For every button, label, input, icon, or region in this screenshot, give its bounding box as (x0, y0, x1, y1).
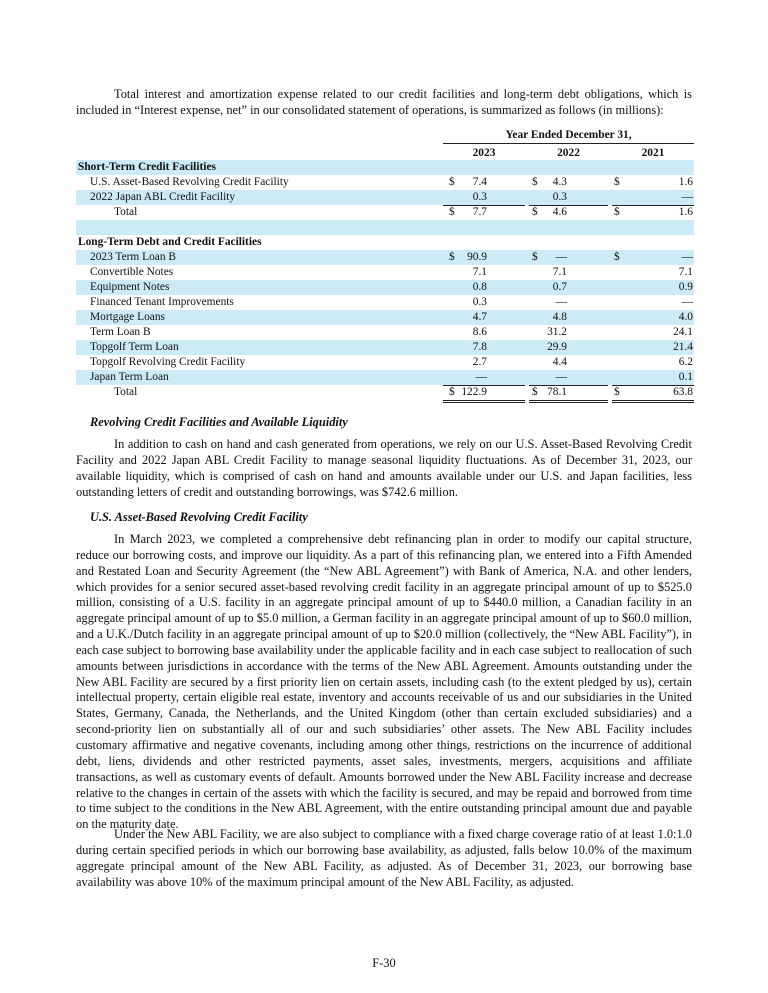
cell-2023 (443, 295, 525, 310)
cell-value: 4.6 (552, 206, 567, 218)
currency-symbol: $ (449, 176, 455, 188)
cell-value: — (555, 296, 567, 308)
cell-2023 (443, 385, 525, 403)
cell-value: 7.4 (472, 176, 487, 188)
year-header-2023: 2023 (443, 146, 525, 161)
cell-2022 (529, 370, 608, 386)
currency-symbol: $ (614, 176, 620, 188)
section-header-long-term (76, 235, 694, 250)
cell-value: 4.8 (552, 311, 567, 323)
cell-2023 (443, 370, 525, 386)
cell-value: 4.0 (678, 311, 693, 323)
currency-symbol: $ (614, 386, 620, 398)
cell-2022 (529, 175, 608, 190)
table-row (76, 250, 694, 265)
cell-value: 8.6 (472, 326, 487, 338)
cell-value: 78.1 (547, 386, 567, 398)
cell-value: 7.1 (678, 266, 693, 278)
cell-value: 0.9 (678, 281, 693, 293)
us-abl-paragraph: In March 2023, we completed a comprehensive debt refinancing plan in order to modify our capital structure, reduce our borrowing costs, and improve our liquidity. As a part of this refinancing plan, we entered into a Fifth Amended and Restated Loan and Security Agreement (the “New ABL Agreement”) with Bank of America, N.A. and other lenders, which provides for a senior secured asset-based revolving credit facility in an aggregate principal amount of up to $525.0 million, consisting of a U.S. facility in an aggregate principal amount of up to $440.0 million, a Canadian facility in an aggregate principal amount of up to $5.0 million, a German facility in an aggregate principal amount of up to $60.0 million, and a U.K./Dutch facility in an aggregate principal amount of up to $20.0 million (collectively, the “New ABL Facility”), in each case subject to borrowing base availability under the applicable facility and in each case subject to reallocation of such amounts between jurisdictions in accordance with the terms of the New ABL Agreement. Amounts outstanding under the New ABL Facility are secured by a first priority lien on certain assets, including cash (to the extent pledged by us), certain intellectual property, certain eligible real estate, inventory and accounts receivable of us and our subsidiaries in the United States, Germany, Canada, the Netherlands, and the United Kingdom (other than certain excluded subsidiaries) and a second-priority lien on substantially all of our and such subsidiaries’ other assets. The New ABL Facility includes customary affirmative and negative covenants, including among other things, restrictions on the incurrence of additional debt, liens, dividends and other restricted payments, asset sales, investments, mergers, acquisitions and affiliate transactions, as well as customary events of default. Amounts borrowed under the New ABL Facility increase and decrease relative to the changes in certain of the assets with which the facility is secured, and may be repaid and borrowed from time to time subject to the conditions in the New ABL Agreement, with the entire outstanding principal amount due and payable on the maturity date. (76, 532, 692, 832)
cell-value: 21.4 (673, 341, 693, 353)
year-ended-header: Year Ended December 31, (443, 128, 694, 144)
row-label: Total (114, 386, 138, 398)
row-label: Equipment Notes (90, 281, 170, 293)
cell-value: 122.9 (461, 386, 487, 398)
currency-symbol: $ (532, 251, 538, 263)
cell-2021 (612, 265, 694, 280)
spacer-row (76, 220, 694, 235)
cell-value: — (555, 371, 567, 383)
table-row (76, 355, 694, 370)
cell-2021 (612, 370, 694, 386)
cell-value: 4.7 (472, 311, 487, 323)
cell-2022 (529, 385, 608, 403)
cell-2022 (529, 280, 608, 295)
table-row (76, 295, 694, 310)
row-label: Total (114, 206, 138, 218)
row-label: Short-Term Credit Facilities (78, 161, 216, 173)
cell-value: 7.7 (472, 206, 487, 218)
cell-value: 31.2 (547, 326, 567, 338)
cell-value: 4.4 (552, 356, 567, 368)
cell-value: 2.7 (472, 356, 487, 368)
cell-value: 4.3 (552, 176, 567, 188)
cell-2021 (612, 325, 694, 340)
cell-2021 (612, 385, 694, 403)
cell-value: 1.6 (678, 176, 693, 188)
revolving-paragraph: In addition to cash on hand and cash generated from operations, we rely on our U.S. Asset-Based Revolving Credit Facility and 2022 Japan ABL Credit Facility to manage seasonal liquidity fluctuations. As of December 31, 2023, our available liquidity, which is comprised of cash on hand and amounts available under our U.S. and Japan facilities, less outstanding letters of credit and outstanding borrowings, was $742.6 million. (76, 437, 692, 499)
cell-value: 0.8 (472, 281, 487, 293)
cell-2023 (443, 325, 525, 340)
cell-value: 7.8 (472, 341, 487, 353)
table-row (76, 190, 694, 205)
cell-value: 0.3 (472, 191, 487, 203)
cell-2021 (612, 295, 694, 310)
row-label: Convertible Notes (90, 266, 174, 278)
cell-2022 (529, 310, 608, 325)
row-label: Term Loan B (90, 326, 151, 338)
table-row (76, 325, 694, 340)
cell-2021 (612, 280, 694, 295)
currency-symbol: $ (614, 251, 620, 263)
table-row (76, 370, 694, 385)
cell-2023 (443, 280, 525, 295)
year-header-2022: 2022 (529, 146, 608, 161)
cell-2021 (612, 340, 694, 355)
row-label: Topgolf Term Loan (90, 341, 179, 353)
cell-2022 (529, 265, 608, 280)
cell-2023 (443, 265, 525, 280)
table-row (76, 265, 694, 280)
table-row (76, 340, 694, 355)
row-label: Topgolf Revolving Credit Facility (90, 356, 246, 368)
cell-2021 (612, 190, 694, 206)
currency-symbol: $ (449, 386, 455, 398)
cell-value: 7.1 (472, 266, 487, 278)
cell-value: 0.3 (472, 296, 487, 308)
cell-value: 0.1 (678, 371, 693, 383)
row-label: 2022 Japan ABL Credit Facility (90, 191, 236, 203)
cell-value: 6.2 (678, 356, 693, 368)
cell-2023 (443, 175, 525, 190)
cell-value: — (681, 251, 693, 263)
cell-2022 (529, 295, 608, 310)
row-label: Financed Tenant Improvements (90, 296, 234, 308)
row-label: U.S. Asset-Based Revolving Credit Facility (90, 176, 289, 188)
row-label: Long-Term Debt and Credit Facilities (78, 236, 262, 248)
cell-2023 (443, 250, 525, 265)
currency-symbol: $ (532, 386, 538, 398)
currency-symbol: $ (449, 251, 455, 263)
cell-value: — (681, 191, 693, 203)
cell-value: — (681, 296, 693, 308)
table-row (76, 310, 694, 325)
cell-2022 (529, 325, 608, 340)
currency-symbol: $ (614, 206, 620, 218)
section-heading-us-abl: U.S. Asset-Based Revolving Credit Facility (90, 510, 308, 524)
cell-value: 0.3 (552, 191, 567, 203)
cell-value: 24.1 (673, 326, 693, 338)
section-heading-revolving: Revolving Credit Facilities and Available Liquidity (90, 415, 348, 429)
cell-value: — (555, 251, 567, 263)
cell-2022 (529, 355, 608, 370)
cell-2023 (443, 340, 525, 355)
cell-value: 1.6 (678, 206, 693, 218)
cell-2022 (529, 340, 608, 355)
currency-symbol: $ (449, 206, 455, 218)
total-row-short-term (76, 205, 694, 220)
page-number: F-30 (372, 956, 396, 970)
table-row (76, 175, 694, 190)
cell-2023 (443, 355, 525, 370)
section-header-short-term (76, 160, 694, 175)
currency-symbol: $ (532, 206, 538, 218)
total-row-long-term (76, 385, 694, 400)
cell-2023 (443, 310, 525, 325)
cell-value: — (475, 371, 487, 383)
cell-value: 63.8 (673, 386, 693, 398)
fccr-paragraph: Under the New ABL Facility, we are also subject to compliance with a fixed charge coverage ratio of at least 1.0:1.0 during certain specified periods in which our borrowing base availability, as adjusted, falls below 10.0% of the maximum aggregate principal amount of the New ABL Facility, as adjusted. As of December 31, 2023, our borrowing base availability was above 10% of the maximum principal amount of the New ABL Facility, as adjusted. (76, 827, 692, 889)
cell-2023 (443, 190, 525, 206)
cell-value: 0.7 (552, 281, 567, 293)
row-label: Mortgage Loans (90, 311, 165, 323)
row-label: 2023 Term Loan B (90, 251, 176, 263)
cell-2021 (612, 175, 694, 190)
table-row (76, 280, 694, 295)
cell-2021 (612, 250, 694, 265)
cell-value: 29.9 (547, 341, 567, 353)
year-header-2021: 2021 (612, 146, 694, 161)
currency-symbol: $ (532, 176, 538, 188)
cell-2022 (529, 190, 608, 206)
row-label: Japan Term Loan (90, 371, 169, 383)
intro-paragraph: Total interest and amortization expense related to our credit facilities and long-term debt obligations, which is included in “Interest expense, net” in our consolidated statement of operations, is summarized as follows (in millions): (76, 87, 692, 117)
cell-2022 (529, 250, 608, 265)
cell-value: 90.9 (467, 251, 487, 263)
cell-2021 (612, 310, 694, 325)
cell-value: 7.1 (552, 266, 567, 278)
cell-2021 (612, 355, 694, 370)
